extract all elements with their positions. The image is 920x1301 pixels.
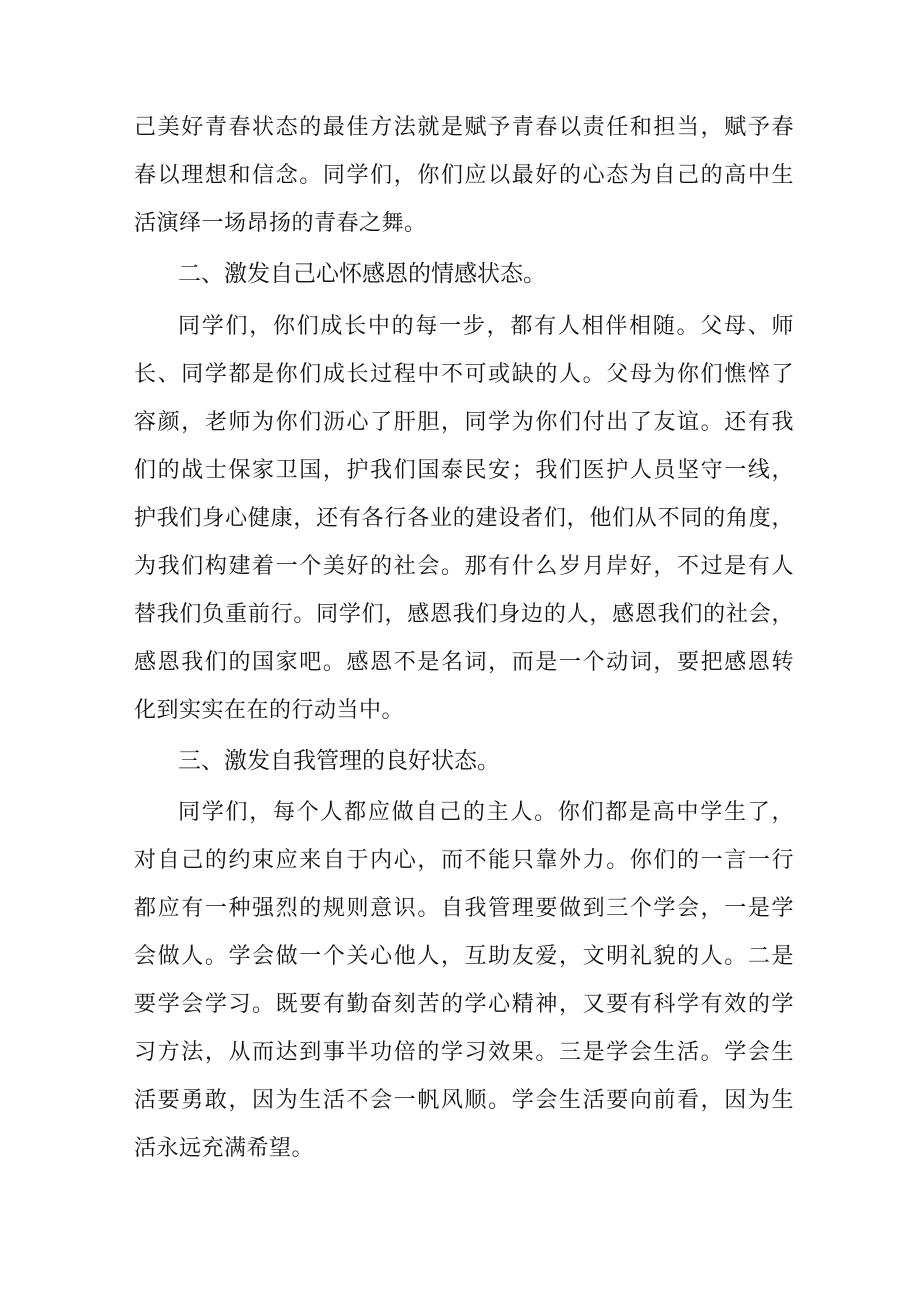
- paragraph-2-line-7: 替我们负重前行。同学们，感恩我们身边的人，感恩我们的社会，: [134, 602, 794, 627]
- paragraph-3-line-5: 要学会学习。既要有勤奋刻苦的学心精神，又要有科学有效的学: [134, 992, 794, 1017]
- paragraph-3-line-4: 会做人。学会做一个关心他人，互助友爱，文明礼貌的人。二是: [134, 944, 794, 969]
- paragraph-2-line-8: 感恩我们的国家吧。感恩不是名词，而是一个动词，要把感恩转: [134, 650, 794, 675]
- paragraph-2-line-5: 护我们身心健康，还有各行各业的建设者们，他们从不同的角度，: [134, 506, 794, 531]
- paragraph-3-line-8: 活永远充满希望。: [134, 1136, 315, 1161]
- paragraph-intro-line-3: 活演绎一场昂扬的青春之舞。: [134, 211, 427, 236]
- paragraph-3-line-1: 同学们，每个人都应做自己的主人。你们都是高中学生了，: [178, 800, 794, 825]
- paragraph-3-line-7: 活要勇敢，因为生活不会一帆风顺。学会生活要向前看，因为生: [134, 1088, 794, 1113]
- paragraph-3-line-2: 对自己的约束应来自于内心，而不能只靠外力。你们的一言一行: [134, 848, 794, 873]
- paragraph-2-line-4: 们的战士保家卫国，护我们国泰民安；我们医护人员坚守一线，: [134, 458, 794, 483]
- paragraph-2-line-9: 化到实实在在的行动当中。: [134, 698, 405, 723]
- paragraph-intro-line-2: 春以理想和信念。同学们，你们应以最好的心态为自己的高中生: [134, 163, 794, 188]
- paragraph-intro-line-1: 己美好青春状态的最佳方法就是赋予青春以责任和担当，赋予春: [134, 115, 794, 140]
- paragraph-3-line-6: 习方法，从而达到事半功倍的学习效果。三是学会生活。学会生: [134, 1040, 794, 1065]
- paragraph-2-line-6: 为我们构建着一个美好的社会。那有什么岁月岸好，不过是有人: [134, 554, 794, 579]
- paragraph-2-line-2: 长、同学都是你们成长过程中不可或缺的人。父母为你们憔悴了: [134, 362, 794, 387]
- paragraph-2-line-3: 容颜，老师为你们沥心了肝胆，同学为你们付出了友谊。还有我: [134, 410, 794, 435]
- section-heading-2: 二、激发自己心怀感恩的情感状态。: [178, 261, 546, 287]
- paragraph-2-line-1: 同学们，你们成长中的每一步，都有人相伴相随。父母、师: [178, 314, 794, 339]
- section-heading-3: 三、激发自我管理的良好状态。: [178, 748, 500, 774]
- paragraph-3-line-3: 都应有一种强烈的规则意识。自我管理要做到三个学会，一是学: [134, 896, 794, 921]
